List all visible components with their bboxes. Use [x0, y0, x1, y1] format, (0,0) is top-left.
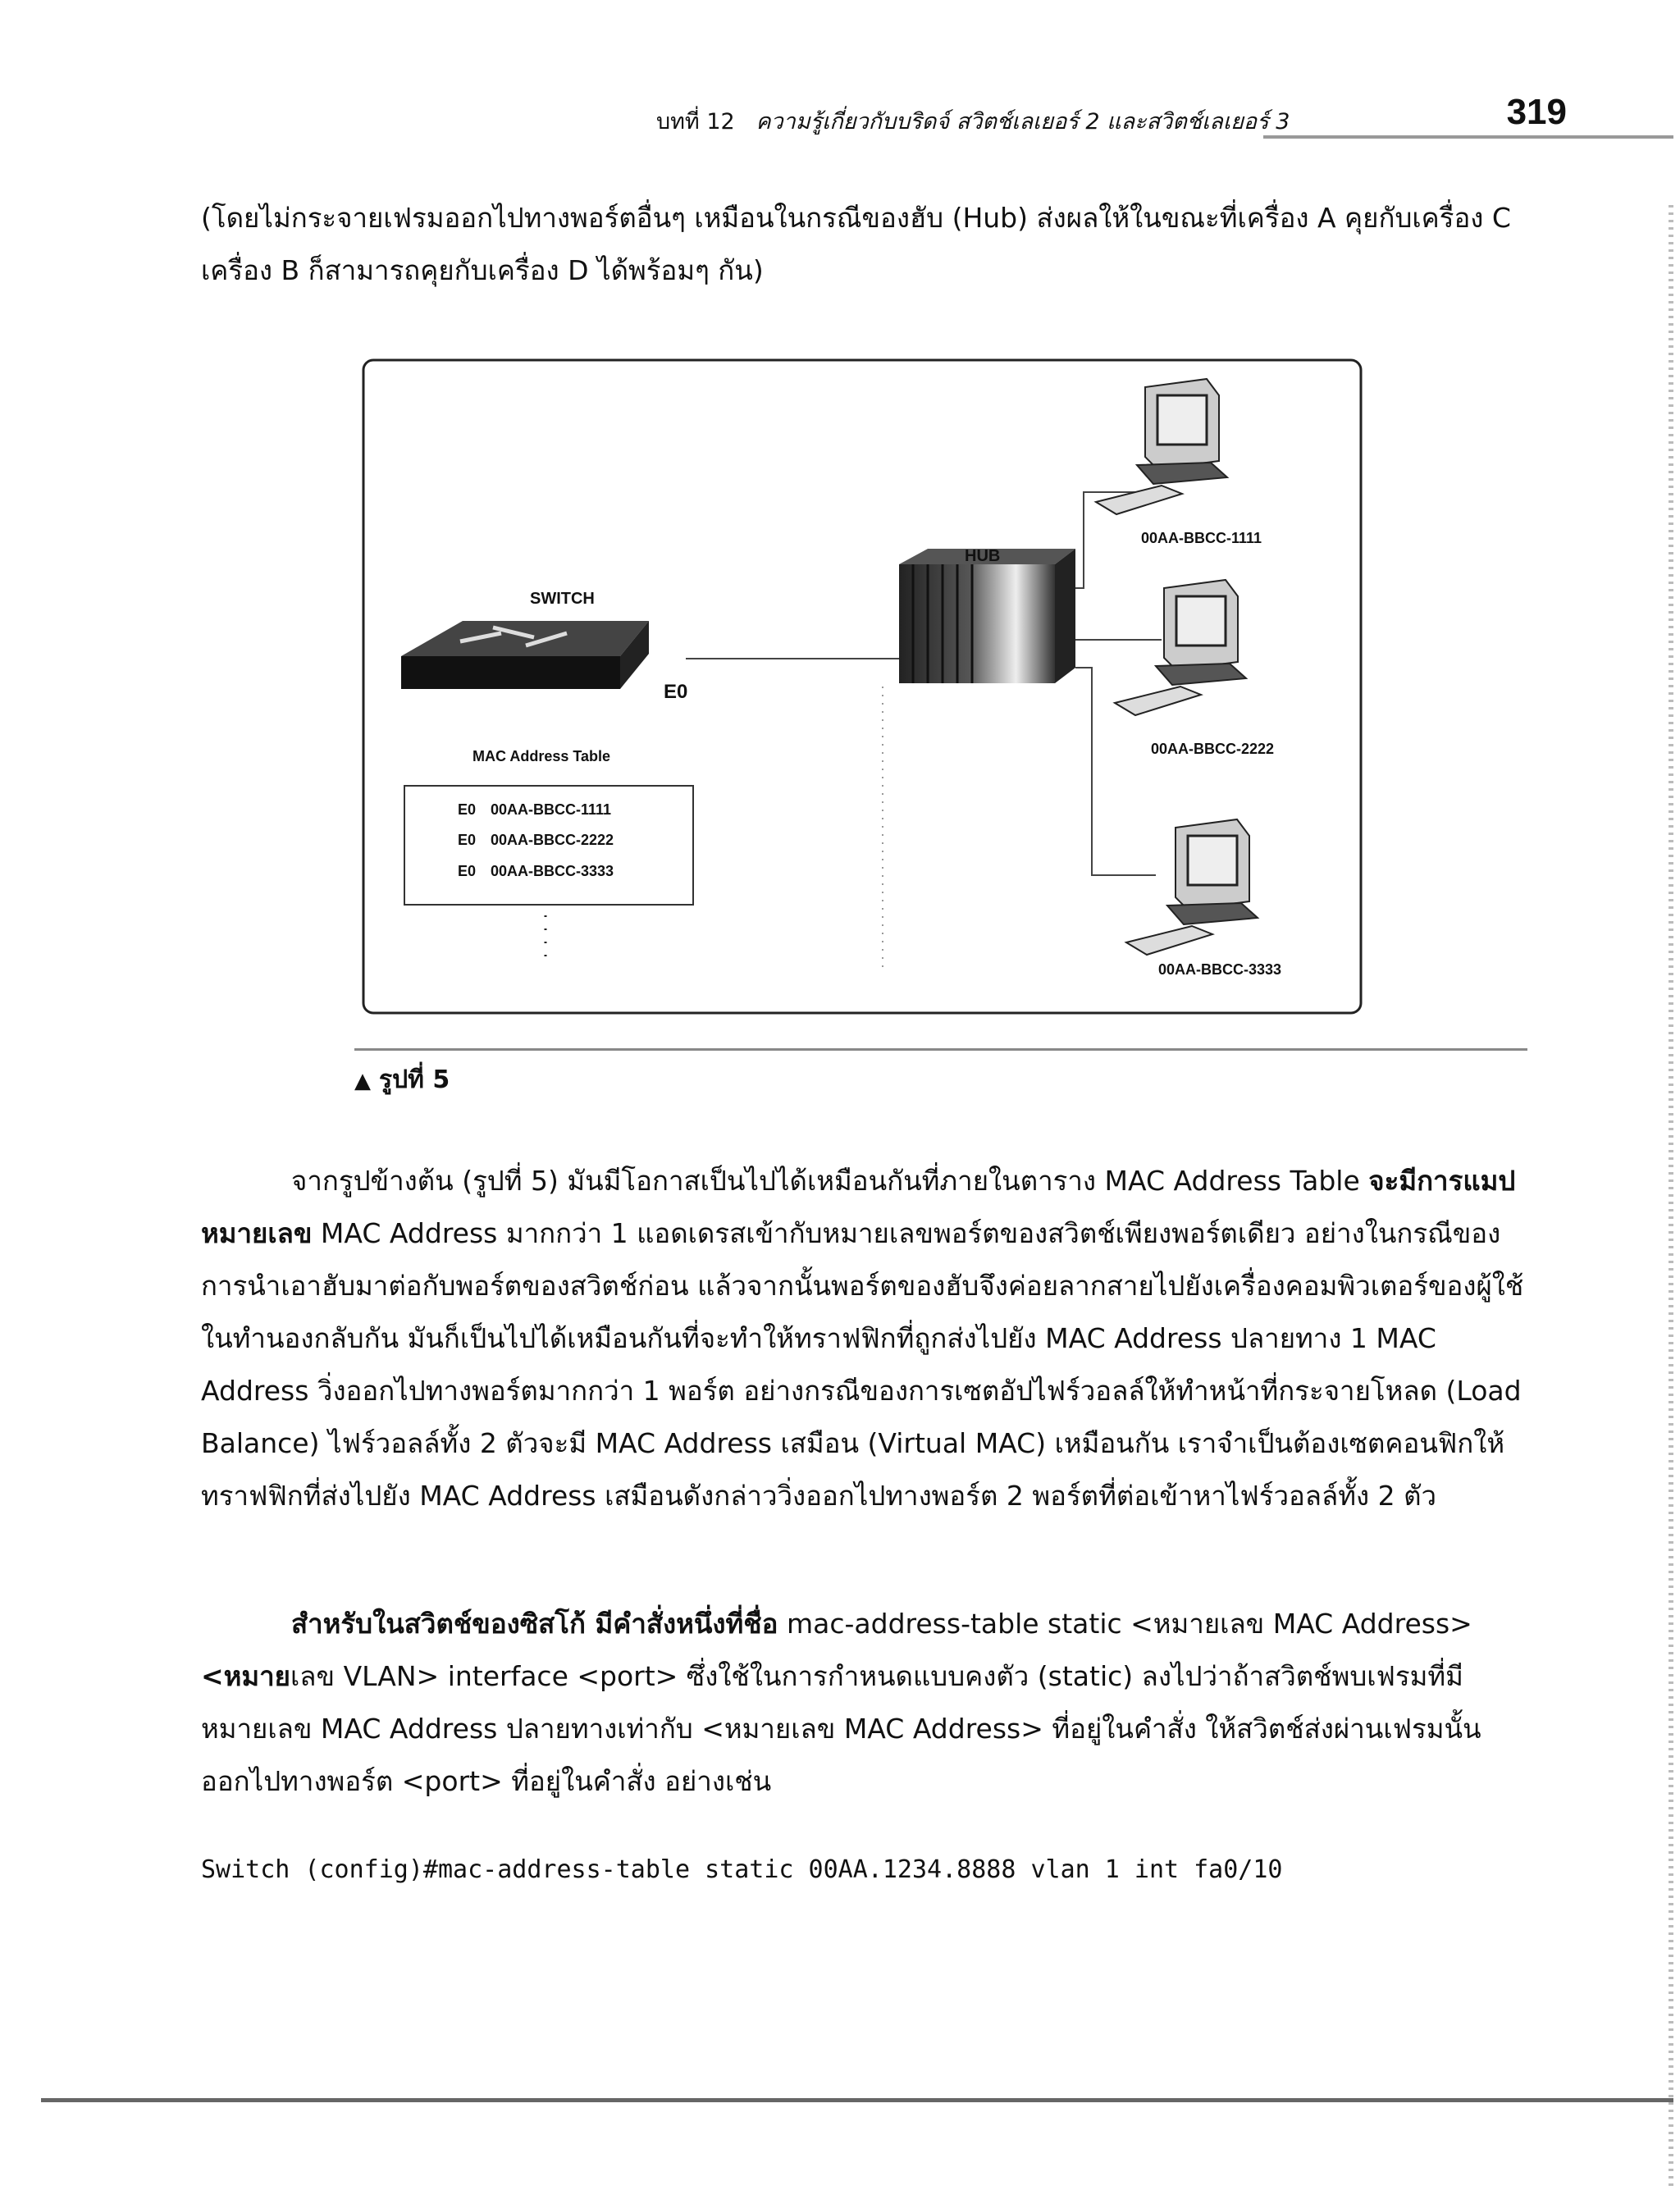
diagram-graphics [362, 358, 1363, 1015]
page-number: 319 [1506, 92, 1567, 132]
scan-edge-right [1669, 205, 1673, 2190]
chapter-title: ความรู้เกี่ยวกับบริดจ์ สวิตช์เลเยอร์ 2 และสวิตช์เลเยอร์ 3 [756, 109, 1290, 135]
mac-table-row: E0 00AA-BBCC-1111 [458, 801, 612, 818]
mac-address-table [404, 785, 694, 906]
figure-rule [354, 1048, 1527, 1051]
pc3-mac-label: 00AA-BBCC-3333 [1158, 961, 1282, 978]
chapter-number: บทที่ 12 [656, 109, 735, 135]
hub-label: HUB [965, 547, 1001, 565]
pc-icon-1 [1096, 379, 1227, 514]
switch-device-icon [401, 621, 649, 689]
hub-device-icon [899, 549, 1075, 683]
header-rule [1263, 135, 1673, 139]
triangle-up-icon: ▲ [354, 1069, 371, 1093]
figure-caption-text: รูปที่ 5 [379, 1065, 450, 1094]
pc2-mac-label: 00AA-BBCC-2222 [1151, 741, 1275, 757]
mac-table-row: E0 00AA-BBCC-3333 [458, 863, 614, 879]
pc-icon-3 [1126, 819, 1258, 955]
pc-icon-2 [1115, 580, 1246, 715]
pc1-mac-label: 00AA-BBCC-1111 [1141, 530, 1262, 546]
running-header [656, 103, 1290, 139]
mac-table-row: E0 00AA-BBCC-2222 [458, 832, 614, 848]
port-label: E0 [664, 681, 688, 703]
paragraph-mac-table: จากรูปข้างต้น (รูปที่ 5) มันมีโอกาสเป็นไปได้เหมือนกันที่ภายในตาราง MAC Address Table จะมีการแมปหมายเลข MAC Address มากกว่า 1 แอดเดรสเข้ากับหมายเลขพอร์ตของสวิตช์เพียงพอร์ตเดียว อย่างในกรณีของการนำเอาฮับมาต่อกับพอร์ตของสวิตช์ก่อน แล้วจากนั้นพอร์ตของฮับจึงค่อยลากสายไปยังเครื่องคอมพิวเตอร์ของผู้ใช้ในทำนองกลับกัน มันก็เป็นไปได้เหมือนกันที่จะทำให้ทราฟฟิกที่ถูกส่งไปยัง MAC Address ปลายทาง 1 MAC Address วิ่งออกไปทางพอร์ตมากกว่า 1 พอร์ต อย่างกรณีของการเซตอัปไฟร์วอลล์ให้ทำหน้าที่กระจายโหลด (Load Balance) ไฟร์วอลล์ทั้ง 2 ตัวจะมี MAC Address เสมือน (Virtual MAC) เหมือนกัน เราจำเป็นต้องเซตคอนฟิกให้ทราฟฟิกที่ส่งไปยัง MAC Address เสมือนดังกล่าววิ่งออกไปทางพอร์ต 2 พอร์ตที่ต่อเข้าหาไฟร์วอลล์ทั้ง 2 ตัว [201, 1165, 1524, 1512]
scan-edge-bottom [41, 2098, 1673, 2102]
paragraph-cisco-command: สำหรับในสวิตช์ของซิสโก้ มีคำสั่งหนึ่งที่ชื่อ mac-address-table static <หมายเลข MAC Address> <หมายเลข VLAN> interface <port> ซึ่งใช้ในการกำหนดแบบคงตัว (static) ลงไปว่าถ้าสวิตช์พบเฟรมที่มีหมายเลข MAC Address ปลายทางเท่ากับ <หมายเลข MAC Address> ที่อยู่ในคำสั่ง ให้สวิตช์ส่งผ่านเฟรมนั้นออกไปทางพอร์ต <port> ที่อยู่ในคำสั่ง อย่างเช่น [201, 1608, 1481, 1797]
mac-table-title: MAC Address Table [472, 748, 611, 764]
network-diagram-figure [362, 358, 1363, 1015]
page-header [656, 92, 1567, 146]
figure-caption [354, 1061, 450, 1099]
paragraph-intro: (โดยไม่กระจายเฟรมออกไปทางพอร์ตอื่นๆ เหมือนในกรณีของฮับ (Hub) ส่งผลให้ในขณะที่เครื่อง A คุยกับเครื่อง C เครื่อง B ก็สามารถคุยกับเครื่อง D ได้พร้อมๆ กัน) [201, 202, 1511, 286]
switch-label: SWITCH [530, 590, 595, 608]
code-example: Switch (config)#mac-address-table static 00AA.1234.8888 vlan 1 int fa0/10 [201, 1855, 1283, 1884]
